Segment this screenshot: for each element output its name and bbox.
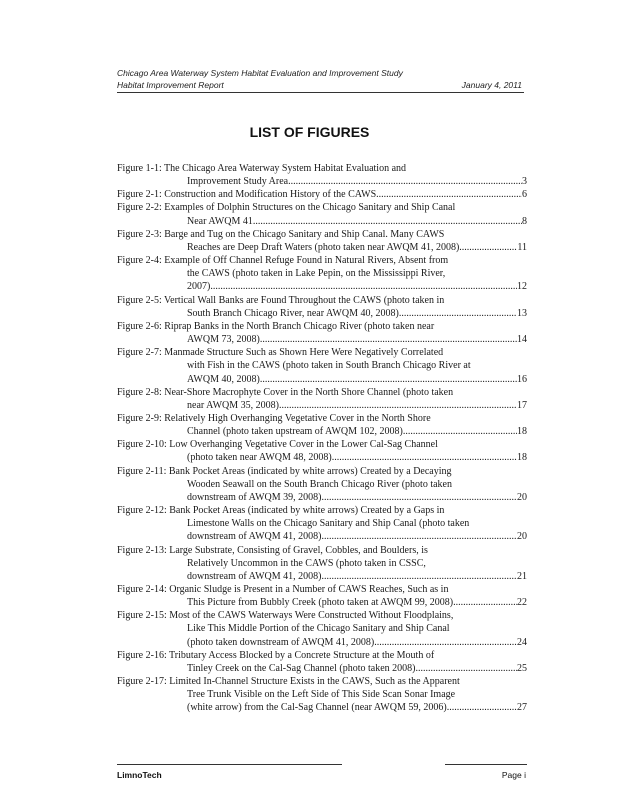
figure-entry-line [117, 333, 527, 346]
figure-entry-text: Tree Trunk Visible on the Left Side of This Side Scan Sonar Image [187, 689, 456, 701]
figure-entry-text: Figure 2-1: Construction and Modification History of the CAWS [117, 189, 377, 201]
figure-entry[interactable] [117, 675, 527, 714]
figure-entry[interactable] [117, 320, 527, 346]
figure-entry[interactable] [117, 201, 527, 227]
figure-entry-line [117, 373, 527, 386]
dot-leader [376, 188, 522, 201]
figure-entry-text: Figure 2-13: Large Substrate, Consisting of Gravel, Cobbles, and Boulders, is [117, 544, 428, 556]
figure-entry-line [117, 451, 527, 464]
figure-page-number: 8 [522, 215, 527, 227]
figure-entry-line [117, 215, 527, 228]
figure-entry-text: Channel (photo taken upstream of AWQM 102, 2008) [187, 426, 403, 438]
header-rule [117, 92, 524, 93]
figure-entry-text: (photo taken downstream of AWQM 41, 2008) [187, 636, 375, 648]
figure-page-number: 6 [522, 189, 527, 201]
figure-entry-line [117, 399, 527, 412]
dot-leader [210, 280, 517, 293]
figure-entry[interactable] [117, 609, 527, 648]
figure-entry-line [117, 438, 527, 451]
figure-page-number: 27 [517, 702, 527, 714]
figure-entry[interactable] [117, 544, 527, 583]
figure-page-number: 14 [517, 334, 527, 346]
figure-entry-line [117, 294, 527, 307]
figure-page-number: 20 [517, 531, 527, 543]
figure-entry[interactable] [117, 465, 527, 504]
figure-entry-text: Figure 2-12: Bank Pocket Areas (indicated by white arrows) Created by a Gaps in [117, 505, 445, 517]
figure-entry-line [117, 491, 527, 504]
figure-page-number: 18 [517, 426, 527, 438]
figure-entry-line [117, 254, 527, 267]
figure-entry[interactable] [117, 504, 527, 543]
header-study-title: Chicago Area Waterway System Habitat Evaluation and Improvement Study [117, 68, 403, 78]
figure-entry-line [117, 175, 527, 188]
figure-page-number: 24 [517, 636, 527, 648]
figure-entry-line [117, 228, 527, 241]
figure-entry-text: Wooden Seawall on the South Branch Chicago River (photo taken [187, 478, 452, 490]
figure-entry-line [117, 465, 527, 478]
figure-list [117, 162, 527, 715]
figure-entry-text: Figure 1-1: The Chicago Area Waterway System Habitat Evaluation and [117, 163, 407, 174]
figure-entry-text: Figure 2-8: Near-Shore Macrophyte Cover in the North Shore Channel (photo taken [117, 386, 454, 398]
figure-entry-line [117, 675, 527, 688]
figure-entry-text: This Picture from Bubbly Creek (photo taken at AWQM 99, 2008) [187, 597, 454, 609]
figure-entry-text: Figure 2-14: Organic Sludge is Present in a Number of CAWS Reaches, Such as in [117, 584, 449, 595]
figure-entry[interactable] [117, 438, 527, 464]
figure-entry-line [117, 280, 527, 293]
figure-page-number: 21 [517, 570, 527, 582]
figure-entry-line [117, 241, 527, 254]
dot-leader [253, 215, 522, 228]
dot-leader [374, 636, 517, 649]
figure-page-number: 20 [517, 491, 527, 503]
figure-entry-text: Figure 2-15: Most of the CAWS Waterways Were Constructed Without Floodplains, [117, 610, 454, 622]
figure-entry-line [117, 412, 527, 425]
header-line-2 [117, 80, 522, 90]
dot-leader [260, 333, 517, 346]
figure-entry-text: Figure 2-2: Examples of Dolphin Structures on the Chicago Sanitary and Ship Canal [117, 202, 456, 214]
figure-entry[interactable] [117, 386, 527, 412]
figure-page-number: 11 [517, 241, 527, 253]
figure-entry-line [117, 267, 527, 280]
figure-entry-line [117, 530, 527, 543]
figure-entry-text: Limestone Walls on the Chicago Sanitary and Ship Canal (photo taken [187, 518, 470, 530]
figure-entry-text: AWQM 73, 2008) [187, 334, 260, 346]
figure-entry-text: Figure 2-11: Bank Pocket Areas (indicated by white arrows) Created by a Decaying [117, 465, 452, 477]
dot-leader [288, 175, 522, 188]
figure-entry[interactable] [117, 254, 527, 293]
figure-entry-text: downstream of AWQM 41, 2008) [187, 531, 322, 543]
figure-page-number: 17 [517, 399, 527, 411]
figure-entry-line [117, 320, 527, 333]
figure-entry-text: Figure 2-3: Barge and Tug on the Chicago Sanitary and Ship Canal. Many CAWS [117, 228, 445, 240]
figure-entry-text: (white arrow) from the Cal-Sag Channel (near AWQM 59, 2006) [187, 702, 447, 714]
figure-entry-text: near AWQM 35, 2008) [187, 399, 279, 411]
figure-entry-text: downstream of AWQM 39, 2008) [187, 491, 322, 503]
figure-entry-text: Figure 2-7: Manmade Structure Such as Shown Here Were Negatively Correlated [117, 347, 444, 359]
figure-entry-text: Like This Middle Portion of the Chicago Sanitary and Ship Canal [187, 623, 450, 635]
figure-entry-text: Relatively Uncommon in the CAWS (photo taken in CSSC, [187, 557, 426, 569]
figure-entry-line [117, 636, 527, 649]
figure-entry-text: 2007) [187, 281, 211, 293]
header-report-title: Habitat Improvement Report [117, 80, 224, 90]
figure-entry-text: Near AWQM 41 [187, 215, 253, 227]
figure-entry-line [117, 622, 527, 635]
footer-rule-right [445, 764, 527, 765]
figure-entry[interactable] [117, 188, 527, 201]
figure-entry-line [117, 478, 527, 491]
figure-entry-line [117, 386, 527, 399]
figure-entry-line [117, 649, 527, 662]
figure-page-number: 25 [517, 662, 527, 674]
dot-leader [403, 425, 517, 438]
figure-entry-text: South Branch Chicago River, near AWQM 40, 2008) [187, 307, 399, 319]
figure-entry-line [117, 701, 527, 714]
dot-leader [260, 373, 517, 386]
figure-entry-text: Figure 2-5: Vertical Wall Banks are Found Throughout the CAWS (photo taken in [117, 294, 445, 306]
figure-entry-text: Figure 2-9: Relatively High Overhanging Vegetative Cover in the North Shore [117, 412, 431, 424]
figure-entry-line [117, 688, 527, 701]
figure-entry-line [117, 570, 527, 583]
figure-entry[interactable] [117, 346, 527, 385]
figure-entry-line [117, 188, 527, 201]
figure-entry-line [117, 609, 527, 622]
figure-entry-text: Improvement Study Area [187, 176, 289, 188]
figure-entry-line [117, 307, 527, 320]
figure-entry-text: AWQM 40, 2008) [187, 373, 260, 385]
figure-entry-text: Figure 2-10: Low Overhanging Vegetative Cover in the Lower Cal-Sag Channel [117, 439, 438, 451]
figure-entry-line [117, 162, 527, 175]
figure-entry-text: Reaches are Deep Draft Waters (photo taken near AWQM 41, 2008) [187, 241, 460, 253]
figure-entry[interactable] [117, 162, 527, 188]
figure-entry-text: Tinley Creek on the Cal-Sag Channel (photo taken 2008) [187, 662, 416, 674]
figure-entry-line [117, 662, 527, 675]
figure-entry-text: with Fish in the CAWS (photo taken in South Branch Chicago River at [187, 360, 471, 372]
dot-leader [321, 570, 517, 583]
figure-entry-text: downstream of AWQM 41, 2008) [187, 570, 322, 582]
figure-entry-text: Figure 2-17: Limited In-Channel Structure Exists in the CAWS, Such as the Apparent [117, 676, 460, 688]
figure-entry-line [117, 583, 527, 596]
dot-leader [399, 307, 517, 320]
figure-page-number: 16 [517, 373, 527, 385]
figure-entry-line [117, 504, 527, 517]
figure-entry[interactable] [117, 583, 527, 609]
figure-entry-line [117, 557, 527, 570]
figure-entry-line [117, 425, 527, 438]
figure-entry[interactable] [117, 294, 527, 320]
dot-leader [332, 451, 517, 464]
dot-leader [415, 662, 517, 675]
dot-leader [321, 491, 517, 504]
figure-page-number: 12 [517, 281, 527, 293]
dot-leader [459, 241, 517, 254]
header-date: January 4, 2011 [461, 80, 522, 90]
figure-entry-line [117, 346, 527, 359]
figure-entry-line [117, 359, 527, 372]
page-title: LIST OF FIGURES [249, 124, 370, 140]
figure-entry-text: Figure 2-6: Riprap Banks in the North Branch Chicago River (photo taken near [117, 320, 435, 332]
figure-page-number: 3 [522, 176, 527, 188]
dot-leader [321, 530, 517, 543]
figure-page-number: 18 [517, 452, 527, 464]
figure-entry-line [117, 201, 527, 214]
figure-entry[interactable] [117, 412, 527, 438]
footer-rule-left [117, 764, 342, 765]
figure-entry-line [117, 596, 527, 609]
dot-leader [279, 399, 517, 412]
footer-page-label: Page i [501, 770, 526, 780]
figure-entry-text: the CAWS (photo taken in Lake Pepin, on the Mississippi River, [187, 268, 446, 280]
footer-company: LimnoTech [117, 770, 162, 780]
figure-entry[interactable] [117, 649, 527, 675]
figure-entry-line [117, 517, 527, 530]
figure-page-number: 13 [517, 307, 527, 319]
figure-page-number: 22 [517, 597, 527, 609]
figure-entry[interactable] [117, 228, 527, 254]
figure-entry-line [117, 544, 527, 557]
dot-leader [447, 701, 517, 714]
figure-entry-text: (photo taken near AWQM 48, 2008) [187, 452, 332, 464]
figure-entry-text: Figure 2-16: Tributary Access Blocked by a Concrete Structure at the Mouth of [117, 649, 435, 661]
dot-leader [453, 596, 517, 609]
figure-entry-text: Figure 2-4: Example of Off Channel Refuge Found in Natural Rivers, Absent from [117, 255, 449, 267]
